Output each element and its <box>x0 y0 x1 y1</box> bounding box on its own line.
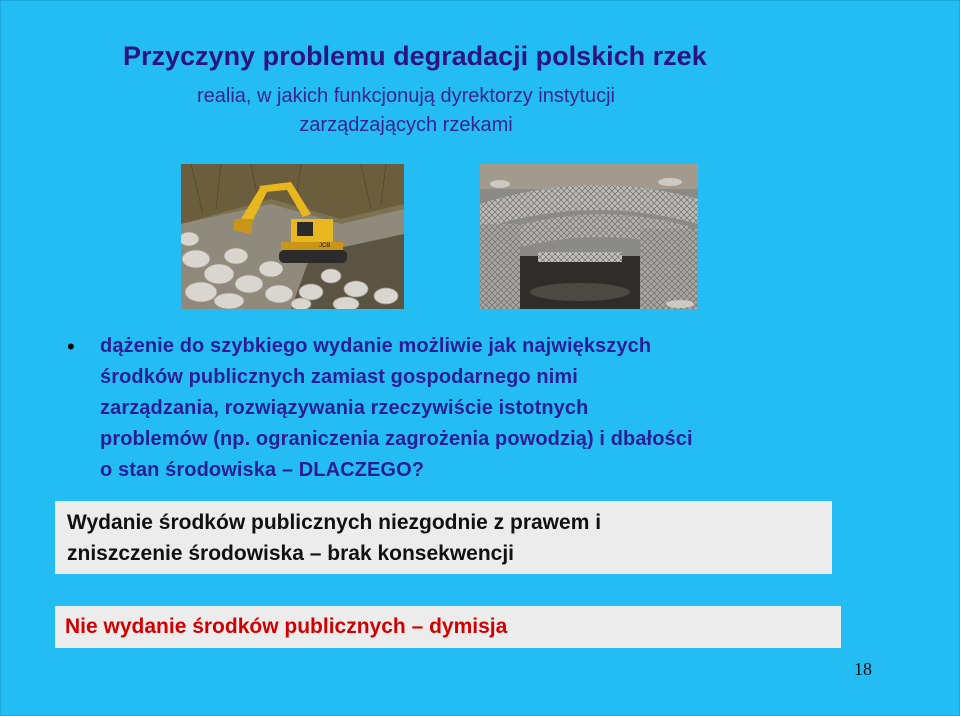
bullet-line: dążenie do szybkiego wydanie możliwie jak największych <box>100 335 652 357</box>
dismissal-box <box>55 606 841 648</box>
excavator-photo <box>181 164 404 309</box>
no-consequences-box <box>55 501 832 574</box>
bullet-line: środków publicznych zamiast gospodarnego nimi <box>100 366 578 388</box>
bullet-text <box>100 331 890 486</box>
bullet-marker: • <box>67 334 75 359</box>
box-line: zniszczenie środowiska – brak konsekwencji <box>67 542 515 565</box>
bullet-line: problemów (np. ograniczenia zagrożenia powodzią) i dbałości <box>100 428 693 450</box>
subtitle-line-1: realia, w jakich funkcjonują dyrektorzy instytucji <box>197 85 615 107</box>
bullet-line: o stan środowiska – DLACZEGO? <box>100 459 425 481</box>
subtitle-line-2: zarządzających rzekami <box>299 114 513 136</box>
page-number: 18 <box>854 659 872 679</box>
bullet-line: zarządzania, rozwiązywania rzeczywiście istotnych <box>100 397 589 419</box>
gabion-structure-photo <box>480 164 698 309</box>
dismissal-text: Nie wydanie środków publicznych – dymisja <box>65 615 508 638</box>
svg-text:JCB: JCB <box>319 243 331 249</box>
slide-title: Przyczyny problemu degradacji polskich rzek <box>123 41 707 71</box>
box-line: Wydanie środków publicznych niezgodnie z prawem i <box>67 511 602 534</box>
